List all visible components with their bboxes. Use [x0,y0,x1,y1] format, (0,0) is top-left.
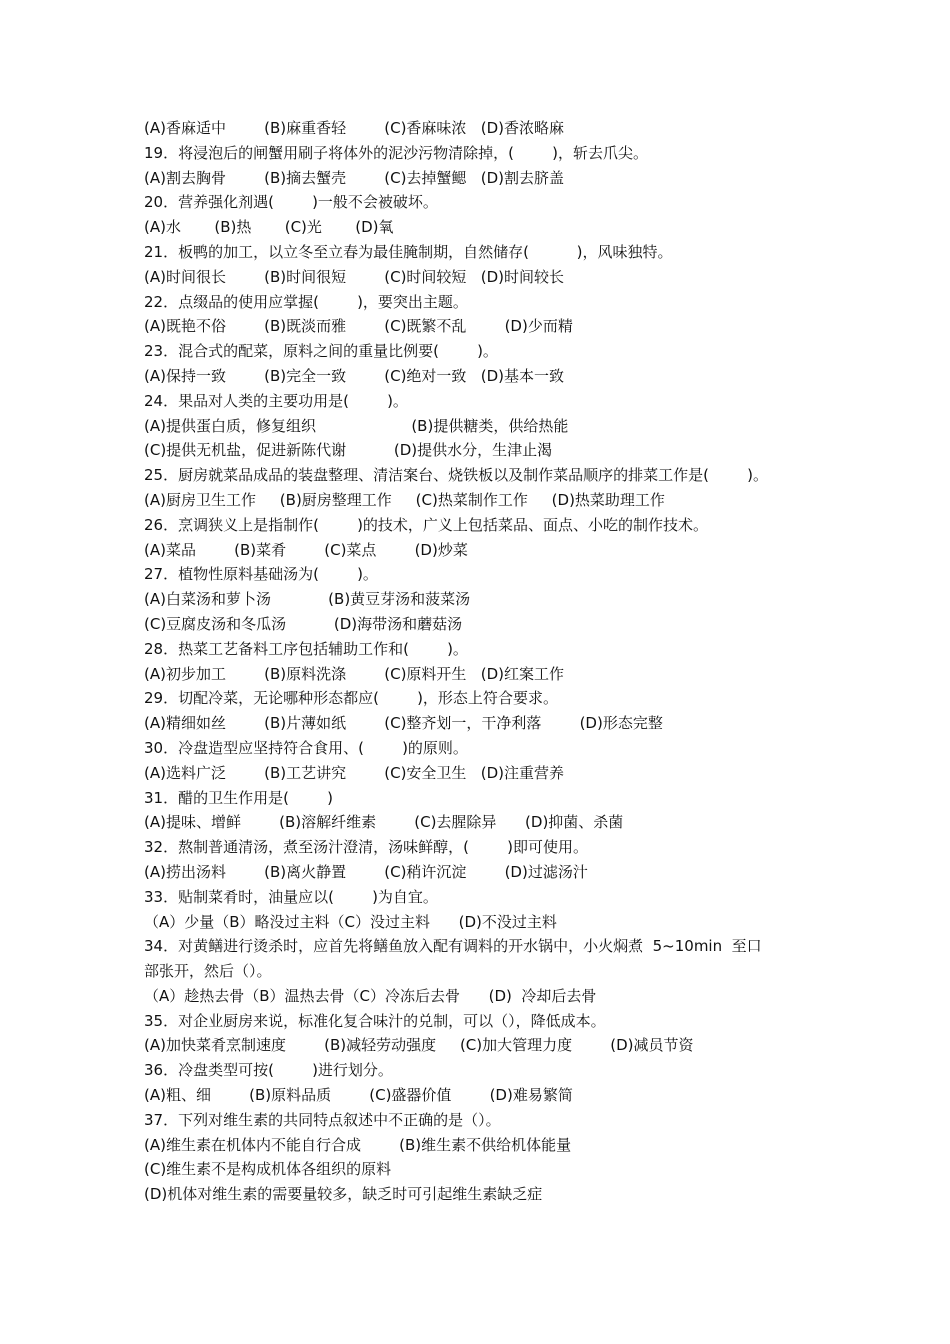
text-line: 37．下列对维生素的共同特点叙述中不正确的是（）。 [144,1110,501,1129]
text-line: 21．板鸭的加工，以立冬至立春为最佳腌制期，自然储存( )，风味独特。 [144,242,673,261]
text-line: (A)粗、细 (B)原料品质 (C)盛器价值 (D)难易繁简 [144,1086,573,1105]
text-line: 24．果品对人类的主要功用是( )。 [144,391,408,410]
text-line: 27．植物性原料基础汤为( )。 [144,565,378,584]
text-line: 26．烹调狭义上是指制作( )的技术，广义上包括菜品、面点、小吃的制作技术。 [144,515,708,534]
text-line: (A)维生素在机体内不能自行合成 (B)维生素不供给机体能量 [144,1135,572,1154]
text-line: 25．厨房就菜品成品的装盘整理、清洁案台、烧铁板以及制作菜品顺序的排菜工作是( )。 [144,466,768,485]
text-line: 28．热菜工艺备料工序包括辅助工作和( )。 [144,639,468,658]
text-line: 30．冷盘造型应坚持符合食用、( )的原则。 [144,738,468,757]
text-line: (A)捞出汤料 (B)离火静置 (C)稍许沉淀 (D)过滤汤汁 [144,862,588,881]
text-line: (A)保持一致 (B)完全一致 (C)绝对一致 (D)基本一致 [144,366,564,385]
text-line: 19．将浸泡后的闸蟹用刷子将体外的泥沙污物清除掉，( )，斩去爪尖。 [144,143,648,162]
text-line: (A)提味、增鲜 (B)溶解纤维素 (C)去腥除异 (D)抑菌、杀菌 [144,813,624,832]
text-line: (C)豆腐皮汤和冬瓜汤 (D)海带汤和蘑菇汤 [144,614,463,633]
text-line: (D)机体对维生素的需要量较多，缺乏时可引起维生素缺乏症 [144,1185,543,1204]
text-line: (A)时间很长 (B)时间很短 (C)时间较短 (D)时间较长 [144,267,564,286]
text-line: (C)提供无机盐，促进新陈代谢 (D)提供水分，生津止渴 [144,441,553,460]
text-line: (A)割去胸骨 (B)摘去蟹壳 (C)去掉蟹鳃 (D)割去脐盖 [144,168,564,187]
text-line: 33．贴制菜肴时，油量应以( )为自宜。 [144,887,438,906]
text-line: (A)选料广泛 (B)工艺讲究 (C)安全卫生 (D)注重营养 [144,763,564,782]
text-line: (A)白菜汤和萝卜汤 (B)黄豆芽汤和菠菜汤 [144,590,471,609]
text-line: 20．营养强化剂遇( )一般不会被破坏。 [144,193,438,212]
text-line: (C)维生素不是构成机体各组织的原料 [144,1160,392,1179]
text-line: (A)厨房卫生工作 (B)厨房整理工作 (C)热菜制作工作 (D)热菜助理工作 [144,490,665,509]
text-line: 23．混合式的配菜，原料之间的重量比例要( )。 [144,342,498,361]
text-line: 29．切配冷菜，无论哪种形态都应( )，形态上符合要求。 [144,689,558,708]
question-text-block [144,116,814,1207]
text-line: (A)水 (B)热 (C)光 (D)氧 [144,218,394,237]
text-line: (A)香麻适中 (B)麻重香轻 (C)香麻味浓 (D)香浓略麻 [144,119,564,137]
text-line: (A)初步加工 (B)原料洗涤 (C)原料开生 (D)红案工作 [144,664,564,683]
text-line: （A）少量（B）略没过主料（C）没过主料 (D)不没过主料 [144,912,557,931]
text-line: 31．醋的卫生作用是( ) [144,788,333,807]
text-line: 35．对企业厨房来说，标准化复合味汁的兑制，可以（），降低成本。 [144,1011,606,1030]
text-line: 部张开，然后（）。 [144,962,272,981]
text-line: (A)加快菜肴烹制速度 (B)减轻劳动强度 (C)加大管理力度 (D)减员节资 [144,1036,694,1055]
text-line: (A)既艳不俗 (B)既淡而雅 (C)既繁不乱 (D)少而精 [144,317,573,336]
text-line: 22．点缀品的使用应掌握( )，要突出主题。 [144,292,468,311]
text-line: (A)菜品 (B)菜肴 (C)菜点 (D)炒菜 [144,540,468,559]
text-line: （A）趁热去骨（B）温热去骨（C）冷冻后去骨 (D) 冷却后去骨 [144,986,597,1005]
text-line: 32．熬制普通清汤，煮至汤汁澄清，汤味鲜醇，( )即可使用。 [144,838,588,857]
text-line: 34．对黄鳝进行烫杀时，应首先将鳝鱼放入配有调料的开水锅中，小火焖煮 5~10min 至口 [144,937,762,956]
text-line: (A)提供蛋白质，修复组织 (B)提供糖类，供给热能 [144,416,569,435]
text-line: 36．冷盘类型可按( )进行划分。 [144,1061,393,1080]
text-line: (A)精细如丝 (B)片薄如纸 (C)整齐划一，干净利落 (D)形态完整 [144,714,663,733]
